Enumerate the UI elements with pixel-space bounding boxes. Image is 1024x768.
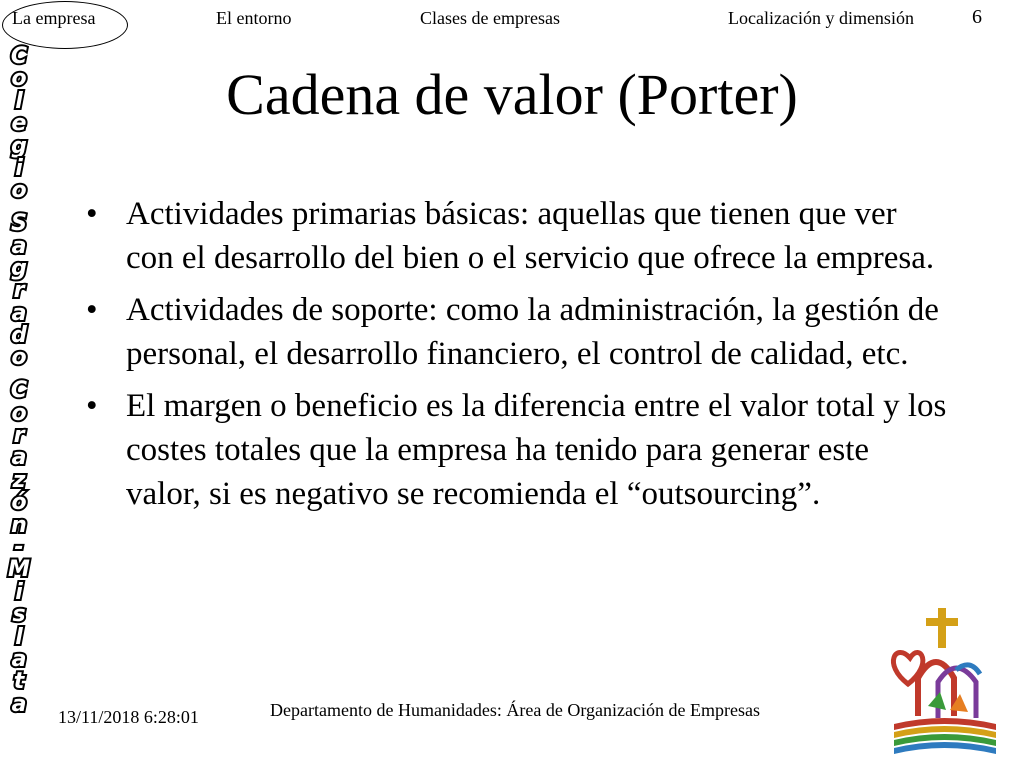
sidebar-letter: i [15, 155, 23, 181]
slide-title: Cadena de valor (Porter) [226, 62, 798, 127]
sidebar-letter: r [13, 278, 25, 304]
sidebar-letter: i [15, 579, 23, 605]
sidebar-letter: ó [11, 490, 27, 516]
bullet-item: • El margen o beneficio es la diferencia entre el valor total y los costes totales que la empresa ha tenido para generar este valor, si es negativo se recomienda el “outsourcing”. [82, 384, 952, 516]
sidebar-letter: o [11, 66, 27, 92]
sidebar-letter: a [11, 300, 27, 326]
nav-item-clases-de-empresas[interactable]: Clases de empresas [420, 8, 560, 28]
vertical-school-name [2, 46, 36, 716]
footer-department: Departamento de Humanidades: Área de Organización de Empresas [270, 700, 760, 720]
school-logo-icon [888, 606, 1000, 756]
sidebar-letter: l [15, 88, 23, 114]
sidebar-letter: r [13, 423, 25, 449]
sidebar-letter: C [10, 378, 28, 404]
sidebar-letter: g [11, 255, 27, 281]
sidebar-letter: e [11, 111, 27, 137]
sidebar-letter: o [11, 345, 27, 371]
sidebar-letter: C [10, 44, 28, 69]
sidebar-letter: M [8, 557, 30, 583]
top-navigation [0, 0, 1024, 38]
sidebar-letter: a [11, 233, 27, 259]
sidebar-letter: o [11, 400, 27, 426]
bullet-item: • Actividades primarias básicas: aquellas que tienen que ver con el desarrollo del bien o el servicio que ofrece la empresa. [82, 192, 952, 280]
sidebar-letter: d [11, 323, 27, 349]
bullet-list [82, 192, 952, 524]
nav-item-localizacion-y-dimension[interactable]: Localización y dimensión [728, 8, 914, 28]
sidebar-letter: - [14, 534, 24, 560]
sidebar-letter: o [11, 178, 27, 204]
sidebar-letter: z [12, 467, 26, 493]
bullet-item: • Actividades de soporte: como la administración, la gestión de personal, el desarrollo financiero, el control de calidad, etc. [82, 288, 952, 376]
footer-date: 13/11/2018 6:28:01 [58, 707, 199, 727]
sidebar-letter: a [11, 691, 27, 717]
nav-item-el-entorno[interactable]: El entorno [216, 8, 292, 28]
sidebar-letter: S [11, 211, 27, 237]
sidebar-letter: g [11, 133, 27, 159]
sidebar-letter: a [11, 646, 27, 672]
nav-item-la-empresa[interactable]: La empresa [12, 8, 96, 28]
sidebar-letter: s [12, 602, 26, 628]
page-number: 6 [972, 6, 982, 28]
sidebar-letter: n [11, 512, 27, 538]
sidebar-letter: a [11, 445, 27, 471]
sidebar-letter: l [15, 624, 23, 650]
sidebar-letter: t [13, 669, 25, 695]
